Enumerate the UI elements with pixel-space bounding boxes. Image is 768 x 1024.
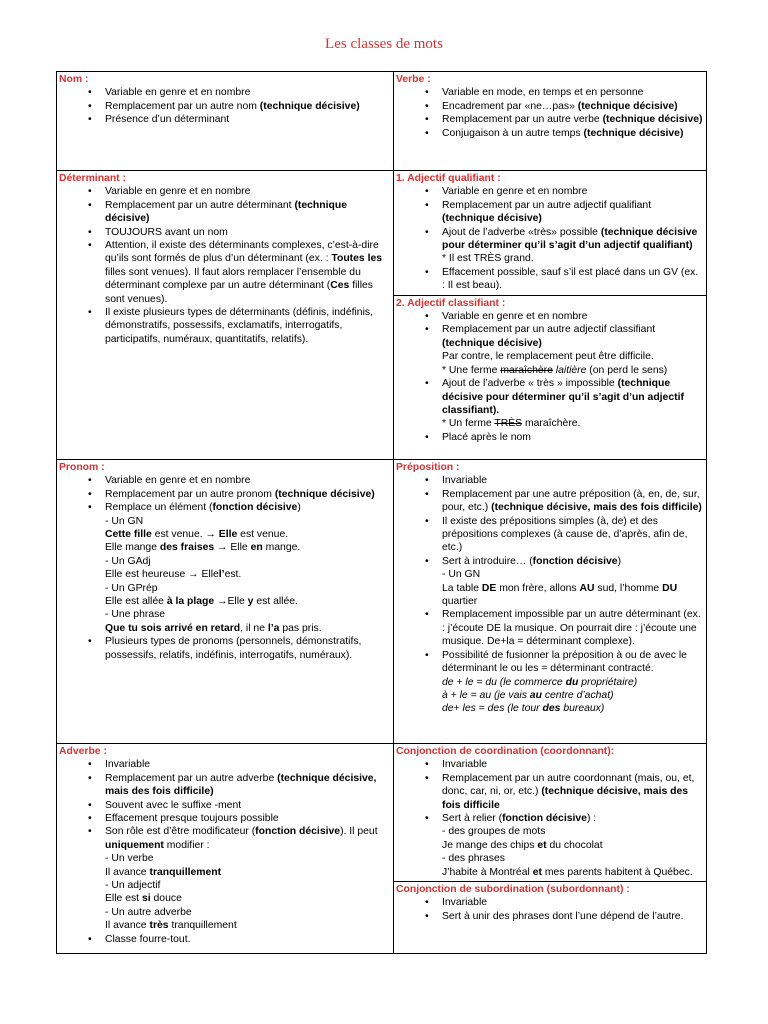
list-item <box>59 199 391 226</box>
text-span: Cette fille <box>105 529 152 541</box>
text-span: Il existe plusieurs types de déterminants (définis, indéfinis, démonstratifs, possessifs, exclamatifs, interrogatifs, participatifs, numéraux, quantitatifs, relatifs). <box>105 307 373 345</box>
text-span <box>105 866 391 879</box>
text-span: fonction décisive <box>502 813 587 825</box>
text-span: DE <box>481 582 497 594</box>
text-span: Attention, il existe des déterminants complexes, c’est-à-dire qu’ils sont formés de plus d’un déterminant (ex. : <box>105 240 379 265</box>
text-span: si <box>141 893 151 905</box>
list-item <box>59 474 391 487</box>
section-heading-nom: Nom : <box>59 74 89 85</box>
text-span: mes parents habitent à Québec. <box>544 866 693 878</box>
text-span: (technique décisive) <box>105 199 347 225</box>
text-span <box>105 919 391 932</box>
list-coordonnant <box>396 758 704 879</box>
text-span: Conjugaison à un autre temps <box>442 127 581 139</box>
text-span: maraîchère. <box>524 418 581 430</box>
text-span: (technique décisive, mais des fois difficile <box>442 786 689 811</box>
text-span: Remplace un élément ( <box>105 502 213 514</box>
text-span: Elle est allée <box>105 596 164 608</box>
list-item <box>396 758 704 771</box>
text-span: TOUJOURS avant un nom <box>105 226 228 238</box>
list-item <box>396 812 704 879</box>
list-item <box>59 799 391 812</box>
text-span: - des phrases <box>442 853 505 865</box>
section-adjectif-qualifiant <box>394 171 706 295</box>
text-span: →Elle <box>217 596 245 608</box>
text-span: Invariable <box>105 759 151 771</box>
text-span: Elle <box>218 529 238 541</box>
text-span <box>442 364 704 377</box>
list-subordonnant <box>396 896 704 923</box>
text-span: de+ les = des (le tour <box>442 703 540 715</box>
text-span: Variable en genre et en nombre <box>105 87 251 99</box>
list-nom <box>59 86 391 126</box>
table-row <box>57 460 707 744</box>
list-item <box>59 501 391 635</box>
text-span: douce <box>153 893 182 905</box>
text-span: en <box>250 542 263 554</box>
list-item <box>59 635 391 662</box>
list-item <box>396 431 704 444</box>
list-item <box>396 608 704 648</box>
list-item <box>396 199 704 226</box>
text-span: à + le = au (je vais <box>442 689 527 701</box>
text-span: (technique décisive) <box>442 337 542 349</box>
list-item <box>396 185 704 198</box>
text-span: Ajout de l’adverbe « très » impossible <box>442 378 615 390</box>
text-span <box>105 568 391 581</box>
list-item <box>396 910 704 923</box>
cell-preposition <box>394 460 707 744</box>
text-span: Ajout de l’adverbe «très» possible <box>442 226 598 238</box>
cell-determinant <box>57 171 394 460</box>
list-item <box>59 86 391 99</box>
text-span: Par contre, le remplacement peut être difficile. <box>442 351 654 363</box>
text-span: La table <box>442 582 479 594</box>
list-item <box>396 100 704 113</box>
text-span: Variable en genre et en nombre <box>105 475 251 487</box>
text-span: est venue. → <box>154 529 216 541</box>
list-item <box>396 555 704 609</box>
text-span: Remplacement par un autre adverbe <box>105 772 275 784</box>
text-span: modifier : <box>166 839 210 851</box>
list-item <box>59 100 391 113</box>
text-span: * Une ferme <box>442 364 498 376</box>
text-span: Remplacement par un autre adjectif qualifiant <box>442 199 652 211</box>
text-span: Remplacement par un autre coordonnant (mais, ou, et, donc, car, ni, or, etc.) <box>442 772 695 798</box>
text-span: quartier <box>442 596 478 608</box>
text-span <box>442 689 704 702</box>
list-adjectif-qualifiant <box>396 185 704 292</box>
section-adjectif-classifiant <box>394 295 706 446</box>
list-item <box>396 896 704 909</box>
text-span: Remplacement par un autre verbe <box>442 114 600 126</box>
list-adjectif-classifiant <box>396 310 704 444</box>
text-span: AU <box>579 582 595 594</box>
text-span <box>442 676 704 689</box>
list-item <box>396 86 704 99</box>
section-subordonnant <box>394 881 706 925</box>
list-item <box>59 306 391 346</box>
cell-pronom <box>57 460 394 744</box>
text-span: (on perd le sens) <box>589 364 668 376</box>
text-span <box>105 528 391 541</box>
text-span: et <box>532 866 542 878</box>
text-span: au <box>529 689 542 701</box>
text-span: très <box>149 920 169 932</box>
text-span: du <box>565 676 579 688</box>
text-span: des fraises <box>159 542 215 554</box>
text-span: Effacement possible, sauf s’il est placé dans un GV (ex. : Il est beau). <box>442 266 699 292</box>
text-span: - Un GAdj <box>105 555 151 567</box>
text-span: DU <box>662 582 678 594</box>
text-span: Remplacement par une autre préposition (à, en, de, sur, pour, etc.) <box>442 488 700 514</box>
text-span <box>105 622 391 635</box>
list-item <box>396 515 704 555</box>
text-span: - Un adjectif <box>105 880 161 892</box>
text-span: à la plage <box>166 596 215 608</box>
list-item <box>59 933 391 946</box>
text-span: Invariable <box>442 475 488 487</box>
list-determinant <box>59 185 391 346</box>
list-item <box>396 226 704 266</box>
text-span: - Un verbe <box>105 853 154 865</box>
text-span: * Un ferme <box>442 418 492 430</box>
text-span: Elle est <box>105 893 140 905</box>
text-span: Sert à relier ( <box>442 813 503 825</box>
text-span: Placé après le nom <box>442 431 531 443</box>
text-span: (technique décisive, mais des fois difficile) <box>491 502 702 514</box>
text-span: ) : <box>586 813 597 825</box>
list-item <box>396 488 704 515</box>
list-item <box>396 127 704 140</box>
text-span: (technique décisive pour déterminer qu’il s’agit d’un adjectif classifiant). <box>442 378 684 416</box>
text-span: Que tu sois arrivé en retard <box>105 622 241 634</box>
list-pronom <box>59 474 391 662</box>
text-span: Toutes les <box>331 253 383 265</box>
list-item <box>396 310 704 323</box>
text-span: Remplacement par un autre nom <box>105 100 257 112</box>
list-item <box>59 226 391 239</box>
text-span <box>442 417 704 430</box>
section-heading-adjectif-classifiant: 2. Adjectif classifiant : <box>396 297 506 309</box>
text-span: , il ne <box>240 622 265 634</box>
text-span: Classe fourre-tout. <box>105 933 191 945</box>
table-row <box>57 171 707 460</box>
text-span: Sert à introduire… ( <box>442 555 533 567</box>
text-span: (technique décisive) <box>602 114 703 126</box>
text-span: Je mange des chips <box>442 839 535 851</box>
document-title: Les classes de mots <box>325 36 443 52</box>
text-span: Présence d’un déterminant <box>105 114 230 126</box>
text-span: est. <box>224 569 242 581</box>
text-span <box>105 595 391 608</box>
text-span: - Un GPrép <box>105 582 158 594</box>
text-span: (technique décisive) <box>442 213 542 225</box>
text-span: - Un autre adverbe <box>105 906 192 918</box>
text-span: (technique décisive) <box>577 100 678 112</box>
text-span <box>442 839 704 852</box>
text-span: laitière <box>555 364 587 376</box>
text-span: mange. <box>265 542 301 554</box>
list-item <box>59 239 391 306</box>
text-span <box>442 866 704 879</box>
text-span: filles sont venues). <box>105 280 374 305</box>
text-span: - Une phrase <box>105 609 166 621</box>
text-span: → Elle <box>217 542 248 554</box>
word-classes-table <box>56 71 707 954</box>
text-span: l’ <box>218 569 225 581</box>
text-span: bureaux) <box>563 703 605 715</box>
text-span: Invariable <box>442 759 488 771</box>
list-verbe <box>396 86 704 140</box>
text-span: Elle mange <box>105 542 157 554</box>
text-span: Variable en mode, en temps et en personne <box>442 87 644 99</box>
list-item <box>59 758 391 771</box>
list-item <box>396 113 704 126</box>
cell-adjectifs <box>394 171 707 460</box>
text-span: Variable en genre et en nombre <box>442 186 588 198</box>
text-span <box>105 892 391 905</box>
text-span: y <box>247 596 254 608</box>
text-span: ) <box>617 555 622 567</box>
text-span: et <box>537 839 547 851</box>
text-span: ) <box>297 502 301 514</box>
section-heading-verbe: Verbe : <box>396 74 431 85</box>
text-span: - des groupes de mots <box>442 826 546 838</box>
cell-nom <box>57 72 394 171</box>
text-span: fonction décisive <box>212 502 298 514</box>
cell-verbe <box>394 72 707 171</box>
text-span: pas pris. <box>282 622 322 634</box>
text-span: Remplacement impossible par un autre déterminant (ex. : j’écoute DE la musique. On pourrait dire : j’écoute une musique. De+la = déterminant complexe). <box>442 609 701 648</box>
section-heading-preposition: Préposition : <box>396 462 460 473</box>
text-span: de + le = du (le commerce <box>442 676 563 688</box>
cell-adverbe <box>57 744 394 954</box>
text-span: Son rôle est d’être modificateur ( <box>105 826 256 838</box>
text-span: Variable en genre et en nombre <box>442 311 588 323</box>
text-span: Possibilité de fusionner la préposition à ou de avec le déterminant le ou les = déterminant contracté. <box>442 649 687 675</box>
text-span: tranquillement <box>149 866 222 878</box>
text-span: (technique décisive pour déterminer qu’il s’agit d’un adjectif qualifiant) <box>442 226 698 252</box>
text-span: maraîchère <box>500 364 553 376</box>
text-span: Variable en genre et en nombre <box>105 186 251 198</box>
text-span: (technique décisive) <box>583 127 684 139</box>
section-heading-adverbe: Adverbe : <box>59 746 107 757</box>
text-span: Il existe des prépositions simples (à, de) et des prépositions complexes (à cause de, d’après, afin de, etc.) <box>442 515 688 554</box>
list-adverbe <box>59 758 391 946</box>
list-item <box>59 488 391 501</box>
section-heading-pronom: Pronom : <box>59 462 105 473</box>
text-span: uniquement <box>105 839 164 851</box>
text-span: fonction décisive <box>532 555 618 567</box>
table-row <box>57 744 707 954</box>
text-span: Souvent avec le suffixe -ment <box>105 799 242 811</box>
text-span: ). Il peut <box>340 826 378 838</box>
text-span: Plusieurs types de pronoms (personnels, démonstratifs, possessifs, relatifs, indéfinis, interrogatifs, numéraux). <box>105 636 362 661</box>
list-preposition <box>396 474 704 715</box>
text-span: J’habite à Montréal <box>442 866 530 878</box>
text-span: Il avance <box>105 920 147 932</box>
section-heading-determinant: Déterminant : <box>59 173 126 184</box>
text-span: propriétaire) <box>581 676 638 688</box>
section-heading-subordonnant: Conjonction de subordination (subordonnant) : <box>396 884 630 896</box>
list-item <box>59 772 391 799</box>
text-span: (technique décisive, mais des fois difficile) <box>105 772 377 798</box>
text-span: (technique décisive) <box>274 488 375 500</box>
list-item <box>59 113 391 126</box>
text-span: Ces <box>330 280 350 292</box>
text-span: (technique décisive) <box>259 100 360 112</box>
text-span: mon frère, allons <box>499 582 577 594</box>
text-span: - Un GN <box>442 569 481 581</box>
text-span: sud, l’homme <box>597 582 660 594</box>
text-span: Effacement presque toujours possible <box>105 813 279 825</box>
text-span: tranquillement <box>171 920 237 932</box>
text-span: est allée. <box>256 596 298 608</box>
list-item <box>396 377 704 431</box>
cell-conjonctions <box>394 744 707 954</box>
list-item <box>396 772 704 812</box>
text-span: des <box>542 703 561 715</box>
text-span: filles sont venues). Il faut alors remplacer l’ensemble du déterminant complexe par un autre déterminant ( <box>105 266 361 292</box>
text-span: * Il est TRÈS grand. <box>442 253 534 265</box>
text-span: Remplacement par un autre adjectif classifiant <box>442 324 656 336</box>
text-span: est venue. <box>240 529 289 541</box>
text-span <box>105 541 391 554</box>
text-span: du chocolat <box>549 839 603 851</box>
text-span: Il avance <box>105 866 147 878</box>
text-span <box>442 582 704 609</box>
text-span: Remplacement par un autre pronom <box>105 488 272 500</box>
text-span: Invariable <box>442 897 488 909</box>
text-span: fonction décisive <box>255 826 341 838</box>
list-item <box>59 812 391 825</box>
text-span: centre d’achat) <box>544 689 614 701</box>
text-span: Remplacement par un autre déterminant <box>105 199 292 211</box>
text-span: l’a <box>267 622 280 634</box>
list-item <box>396 474 704 487</box>
text-span: Encadrement par «ne…pas» <box>442 100 575 112</box>
text-span: TRÈS <box>494 418 523 430</box>
text-span: Elle est heureuse → Elle <box>105 569 219 581</box>
text-span <box>442 702 704 715</box>
list-item <box>59 185 391 198</box>
list-item <box>59 825 391 932</box>
text-span: - Un GN <box>105 515 144 527</box>
text-span: Sert à unir des phrases dont l’une dépend de l’autre. <box>442 910 684 922</box>
list-item <box>396 266 704 293</box>
section-coordonnant <box>394 744 706 881</box>
list-item <box>396 649 704 716</box>
list-item <box>396 323 704 377</box>
section-heading-coordonnant: Conjonction de coordination (coordonnant): <box>396 746 615 757</box>
section-heading-adjectif-qualifiant: 1. Adjectif qualifiant : <box>396 173 501 184</box>
table-row <box>57 72 707 171</box>
